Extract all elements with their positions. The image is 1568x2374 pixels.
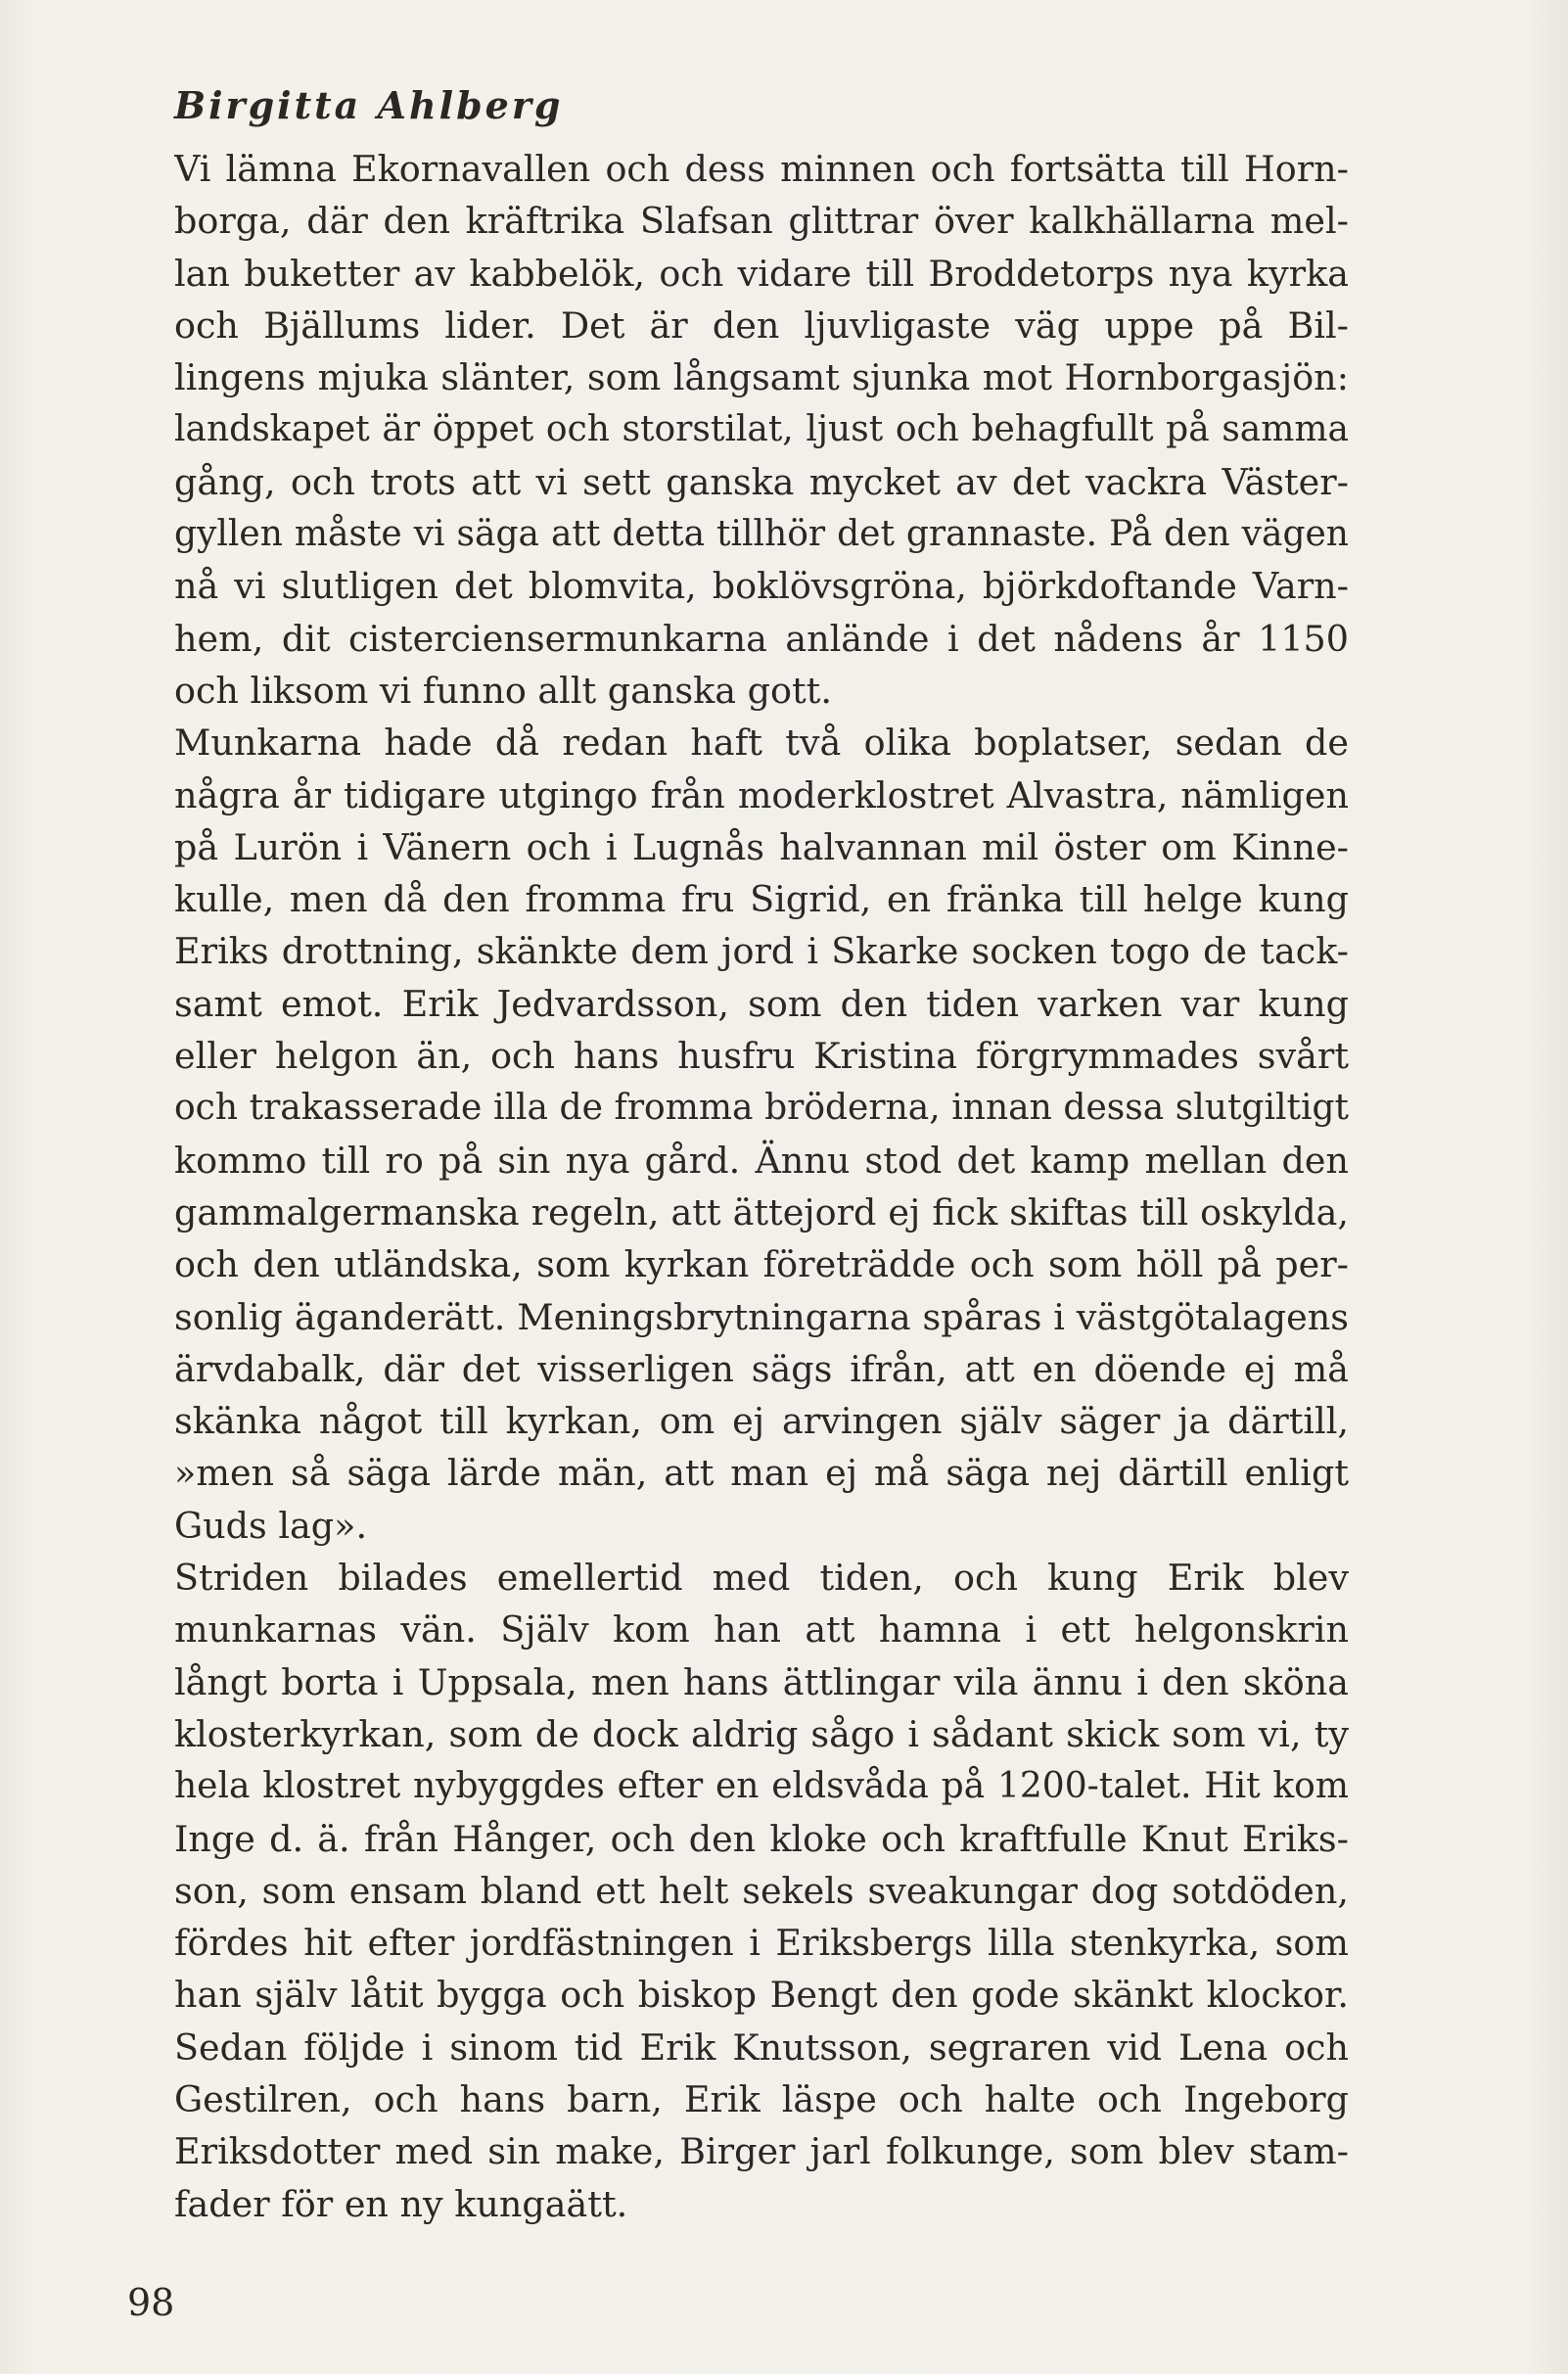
text-line: borga, där den kräftrika Slafsan glittrar över kalkhällarna mel- bbox=[174, 200, 1349, 243]
text-line: eller helgon än, och hans husfru Kristina förgrymmades svårt bbox=[174, 1035, 1349, 1078]
paragraph bbox=[174, 1552, 1349, 2230]
text-line: Eriksdotter med sin make, Birger jarl folkunge, som blev stam- bbox=[174, 2130, 1349, 2173]
text-line: och Bjällums lider. Det är den ljuvligaste väg uppe på Bil- bbox=[174, 303, 1349, 347]
text-line: Eriks drottning, skänkte dem jord i Skarke socken togo de tack- bbox=[174, 930, 1349, 973]
text-line: Munkarna hade då redan haft två olika boplatser, sedan de bbox=[174, 722, 1349, 765]
text-line: skänka något till kyrkan, om ej arvingen själv säger ja därtill, bbox=[174, 1400, 1349, 1443]
text-line: sonlig äganderätt. Meningsbrytningarna spåras i västgötalagens bbox=[174, 1295, 1349, 1338]
text-line: Guds lag». bbox=[174, 1504, 368, 1547]
text-line: på Lurön i Vänern och i Lugnås halvannan mil öster om Kinne- bbox=[174, 825, 1349, 868]
text-line: han själv låtit bygga och biskop Bengt den gode skänkt klockor. bbox=[174, 1974, 1349, 2017]
text-line: och liksom vi funno allt ganska gott. bbox=[174, 669, 832, 712]
text-line: och trakasserade illa de fromma bröderna, innan dessa slutgiltigt bbox=[174, 1088, 1349, 1129]
text-line: hem, dit cisterciensermunkarna anlände i det nådens år 1150 bbox=[174, 617, 1349, 660]
text-line: landskapet är öppet och storstilat, ljust och behagfullt på samma bbox=[174, 409, 1349, 450]
text-line: och den utländska, som kyrkan företrädde och som höll på per- bbox=[174, 1243, 1349, 1286]
text-line: lan buketter av kabbelök, och vidare till Broddetorps nya kyrka bbox=[174, 252, 1349, 295]
text-line: Inge d. ä. från Hånger, och den kloke och kraftfulle Knut Eriks- bbox=[174, 1817, 1349, 1860]
text-line: några år tidigare utgingo från moderklostret Alvastra, nämligen bbox=[174, 773, 1349, 816]
text-line: hela klostret nybyggdes efter en eldsvåda på 1200-talet. Hit kom bbox=[174, 1766, 1349, 1807]
text-line: nå vi slutligen det blomvita, boklövsgröna, björkdoftande Varn- bbox=[174, 565, 1349, 608]
body-text bbox=[174, 143, 1349, 2230]
text-line: son, som ensam bland ett helt sekels sveakungar dog sotdöden, bbox=[174, 1869, 1349, 1912]
text-line: gammalgermanska regeln, att ättejord ej fick skiftas till oskylda, bbox=[174, 1190, 1349, 1234]
text-line: fördes hit efter jordfästningen i Eriksbergs lilla stenkyrka, som bbox=[174, 1922, 1349, 1965]
text-line: lingens mjuka slänter, som långsamt sjunka mot Hornborgasjön: bbox=[174, 356, 1349, 399]
text-line: Gestilren, och hans barn, Erik läspe och halte och Ingeborg bbox=[174, 2077, 1349, 2120]
text-line: gyllen måste vi säga att detta tillhör det grannaste. På den vägen bbox=[174, 514, 1349, 555]
text-line: kulle, men då den fromma fru Sigrid, en fränka till helge kung bbox=[174, 878, 1349, 921]
text-line: Vi lämna Ekornavallen och dess minnen och fortsätta till Horn- bbox=[174, 148, 1349, 190]
text-line: Striden bilades emellertid med tiden, och kung Erik blev bbox=[174, 1557, 1349, 1600]
text-block bbox=[174, 76, 1349, 2230]
text-line: kommo till ro på sin nya gård. Ännu stod det kamp mellan den bbox=[174, 1139, 1349, 1182]
text-line: fader för en ny kungaätt. bbox=[174, 2182, 628, 2225]
text-line: gång, och trots att vi sett ganska mycket av det vackra Väster- bbox=[174, 460, 1349, 503]
text-line: långt borta i Uppsala, men hans ättlingar vila ännu i den sköna bbox=[174, 1660, 1349, 1703]
text-line: Sedan följde i sinom tid Erik Knutsson, segraren vid Lena och bbox=[174, 2025, 1349, 2069]
text-line: samt emot. Erik Jedvardsson, som den tiden varken var kung bbox=[174, 982, 1349, 1025]
text-line: ärvdabalk, där det visserligen sägs ifrån, att en döende ej må bbox=[174, 1347, 1349, 1390]
paragraph bbox=[174, 143, 1349, 717]
page-number: 98 bbox=[127, 2281, 175, 2324]
text-line: »men så säga lärde män, att man ej må säga nej därtill enligt bbox=[174, 1452, 1349, 1495]
running-head-author: Birgitta Ahlberg bbox=[174, 83, 564, 127]
text-line: munkarnas vän. Själv kom han att hamna i ett helgonskrin bbox=[174, 1608, 1349, 1652]
paragraph bbox=[174, 717, 1349, 1552]
text-line: klosterkyrkan, som de dock aldrig sågo i sådant skick som vi, ty bbox=[174, 1712, 1349, 1755]
